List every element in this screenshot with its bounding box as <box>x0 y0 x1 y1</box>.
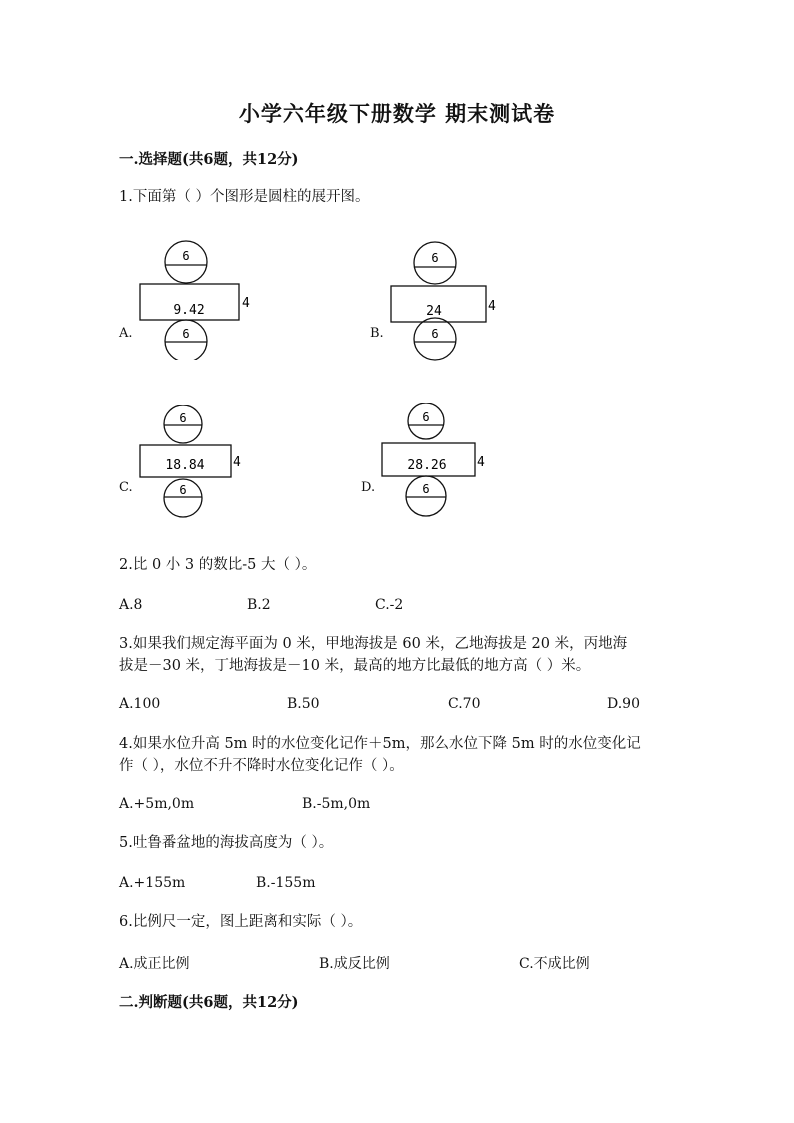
figure-b-label: B. <box>370 326 384 341</box>
question-4-option-b[interactable]: B.-5m,0m <box>302 796 371 812</box>
question-2-option-c[interactable]: C.-2 <box>375 597 404 613</box>
section-heading-judgement: 二.判断题(共6题，共12分) <box>119 994 299 1011</box>
figure-b-bottom-diameter: 6 <box>431 327 439 341</box>
question-5-option-a[interactable]: A.+155m <box>119 875 186 891</box>
question-5-text: 5.吐鲁番盆地的海拔高度为（ ）。 <box>119 835 334 851</box>
figure-d-height: 4 <box>477 455 485 470</box>
figure-a-label: A. <box>119 326 133 341</box>
figure-c-net <box>135 405 255 520</box>
figure-a-bottom-diameter: 6 <box>182 327 190 341</box>
question-4-line-2: 作（ ），水位不升不降时水位变化记作（ ）。 <box>119 758 404 774</box>
question-2-option-b[interactable]: B.2 <box>247 597 271 613</box>
figure-b-length: 24 <box>426 304 442 319</box>
question-4-option-a[interactable]: A.+5m,0m <box>119 796 195 812</box>
question-6-text: 6.比例尺一定，图上距离和实际（ ）。 <box>119 914 363 930</box>
figure-d-label: D. <box>361 480 376 495</box>
figure-d-bottom-diameter: 6 <box>422 482 430 496</box>
question-4-line-1: 4.如果水位升高 5m 时的水位变化记作＋5m，那么水位下降 5m 时的水位变化记 <box>119 736 641 752</box>
question-6-option-b[interactable]: B.成反比例 <box>319 956 390 972</box>
figure-d-net <box>377 403 497 521</box>
page-title: 小学六年级下册数学 期末测试卷 <box>238 101 556 126</box>
question-3-option-c[interactable]: C.70 <box>448 696 481 712</box>
figure-b-net <box>386 241 506 361</box>
question-3-option-a[interactable]: A.100 <box>119 696 161 712</box>
question-2-option-a[interactable]: A.8 <box>119 597 143 613</box>
figure-b-height: 4 <box>488 299 496 314</box>
figure-a-top-diameter: 6 <box>182 249 190 263</box>
figure-c-bottom-diameter: 6 <box>179 483 187 497</box>
question-3-line-2: 拔是－30 米，丁地海拔是－10 米，最高的地方比最低的地方高（ ）米。 <box>119 658 591 674</box>
question-3-option-d[interactable]: D.90 <box>607 696 640 712</box>
figure-d-length: 28.26 <box>407 458 447 473</box>
question-5-option-b[interactable]: B.-155m <box>256 875 316 891</box>
figure-c-height: 4 <box>233 455 241 470</box>
question-6-option-a[interactable]: A.成正比例 <box>119 956 190 972</box>
figure-b-top-diameter: 6 <box>431 251 439 265</box>
question-3-option-b[interactable]: B.50 <box>287 696 320 712</box>
question-6-option-c[interactable]: C.不成比例 <box>519 956 590 972</box>
figure-a-net <box>135 240 255 360</box>
figure-a-height: 4 <box>242 296 250 311</box>
figure-d-top-diameter: 6 <box>422 410 430 424</box>
figure-c-label: C. <box>119 480 133 495</box>
figure-c-length: 18.84 <box>165 458 205 473</box>
question-1-text: 1.下面第（ ）个图形是圆柱的展开图。 <box>119 189 370 205</box>
question-2-text: 2.比 0 小 3 的数比-5 大（ ）。 <box>119 557 317 573</box>
figure-a-length: 9.42 <box>173 303 205 318</box>
section-heading-choice: 一.选择题(共6题，共12分) <box>119 151 299 168</box>
figure-c-top-diameter: 6 <box>179 411 187 425</box>
question-3-line-1: 3.如果我们规定海平面为 0 米，甲地海拔是 60 米，乙地海拔是 20 米，丙地海 <box>119 636 628 652</box>
